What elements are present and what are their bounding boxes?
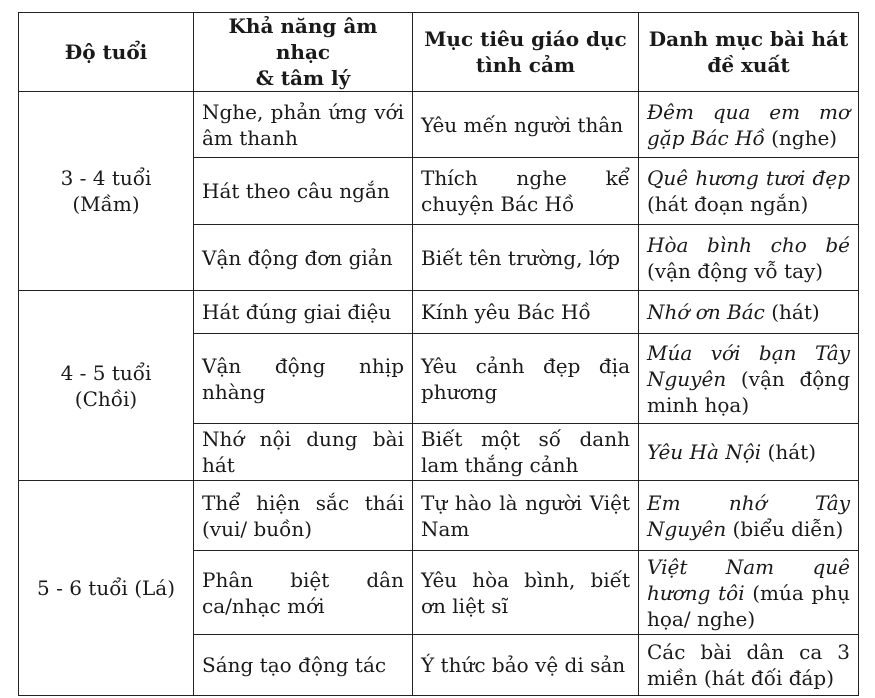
song-note: (vận động minh họa) [647, 366, 850, 417]
age-group-cell: 4 - 5 tuổi (Chồi) [19, 291, 194, 481]
goal-cell: Thích nghe kể chuyện Bác Hồ [413, 158, 639, 225]
goal-cell: Yêu hòa bình, biết ơn liệt sĩ [413, 551, 639, 635]
goal-cell: Biết một số danh lam thắng cảnh [413, 424, 639, 481]
song-note: (nghe) [764, 125, 838, 150]
song-title: Việt Nam quê hương tôi [647, 554, 850, 605]
ability-cell: Vận động nhịp nhàng [194, 334, 413, 424]
goal-cell: Kính yêu Bác Hồ [413, 291, 639, 334]
table-row [19, 481, 859, 551]
song-curriculum-table [18, 12, 859, 696]
song-title: Hòa bình cho bé [647, 232, 850, 257]
ability-cell: Nhớ nội dung bài hát [194, 424, 413, 481]
age-group-cell: 5 - 6 tuổi (Lá) [19, 481, 194, 696]
header-goal: Mục tiêu giáo dục tình cảm [413, 13, 639, 92]
song-title: Đêm qua em mơ gặp Bác Hồ [647, 99, 850, 150]
song-cell [639, 158, 859, 225]
header-row [19, 13, 859, 92]
table-row [19, 92, 859, 158]
ability-cell: Hát đúng giai điệu [194, 291, 413, 334]
song-cell [639, 481, 859, 551]
ability-cell: Hát theo câu ngắn [194, 158, 413, 225]
song-title: Quê hương tươi đẹp [647, 166, 850, 190]
song-title: Múa với bạn Tây Nguyên [647, 340, 850, 391]
song-note: (biểu diễn) [726, 516, 844, 541]
ability-cell: Phân biệt dân ca/nhạc mới [194, 551, 413, 635]
song-note: (hát) [761, 440, 817, 464]
song-cell [639, 92, 859, 158]
song-cell [639, 291, 859, 334]
song-note: (múa phụ họa/ nghe) [647, 580, 850, 631]
song-note: Các bài dân ca 3 miền (hát đối đáp) [647, 640, 850, 690]
song-cell [639, 551, 859, 635]
header-songs: Danh mục bài hát đề xuất [639, 13, 859, 92]
song-note: (hát) [764, 300, 820, 324]
ability-cell: Thể hiện sắc thái (vui/ buồn) [194, 481, 413, 551]
song-cell [639, 225, 859, 291]
goal-cell: Biết tên trường, lớp [413, 225, 639, 291]
song-cell [639, 334, 859, 424]
song-note: (hát đoạn ngắn) [647, 192, 809, 216]
song-cell [639, 635, 859, 696]
ability-cell: Nghe, phản ứng với âm thanh [194, 92, 413, 158]
ability-cell: Vận động đơn giản [194, 225, 413, 291]
song-title: Yêu Hà Nội [647, 440, 762, 464]
header-ability: Khả năng âm nhạc & tâm lý [194, 13, 413, 92]
song-note: (vận động vỗ tay) [647, 258, 824, 283]
ability-cell: Sáng tạo động tác [194, 635, 413, 696]
song-title: Nhớ ơn Bác [647, 300, 765, 324]
header-age: Độ tuổi [19, 13, 194, 92]
goal-cell: Tự hào là người Việt Nam [413, 481, 639, 551]
song-title: Em nhớ Tây Nguyên [647, 490, 850, 541]
goal-cell: Ý thức bảo vệ di sản [413, 635, 639, 696]
goal-cell: Yêu cảnh đẹp địa phương [413, 334, 639, 424]
goal-cell: Yêu mến người thân [413, 92, 639, 158]
song-cell [639, 424, 859, 481]
age-group-cell: 3 - 4 tuổi (Mầm) [19, 92, 194, 291]
table-row [19, 291, 859, 334]
